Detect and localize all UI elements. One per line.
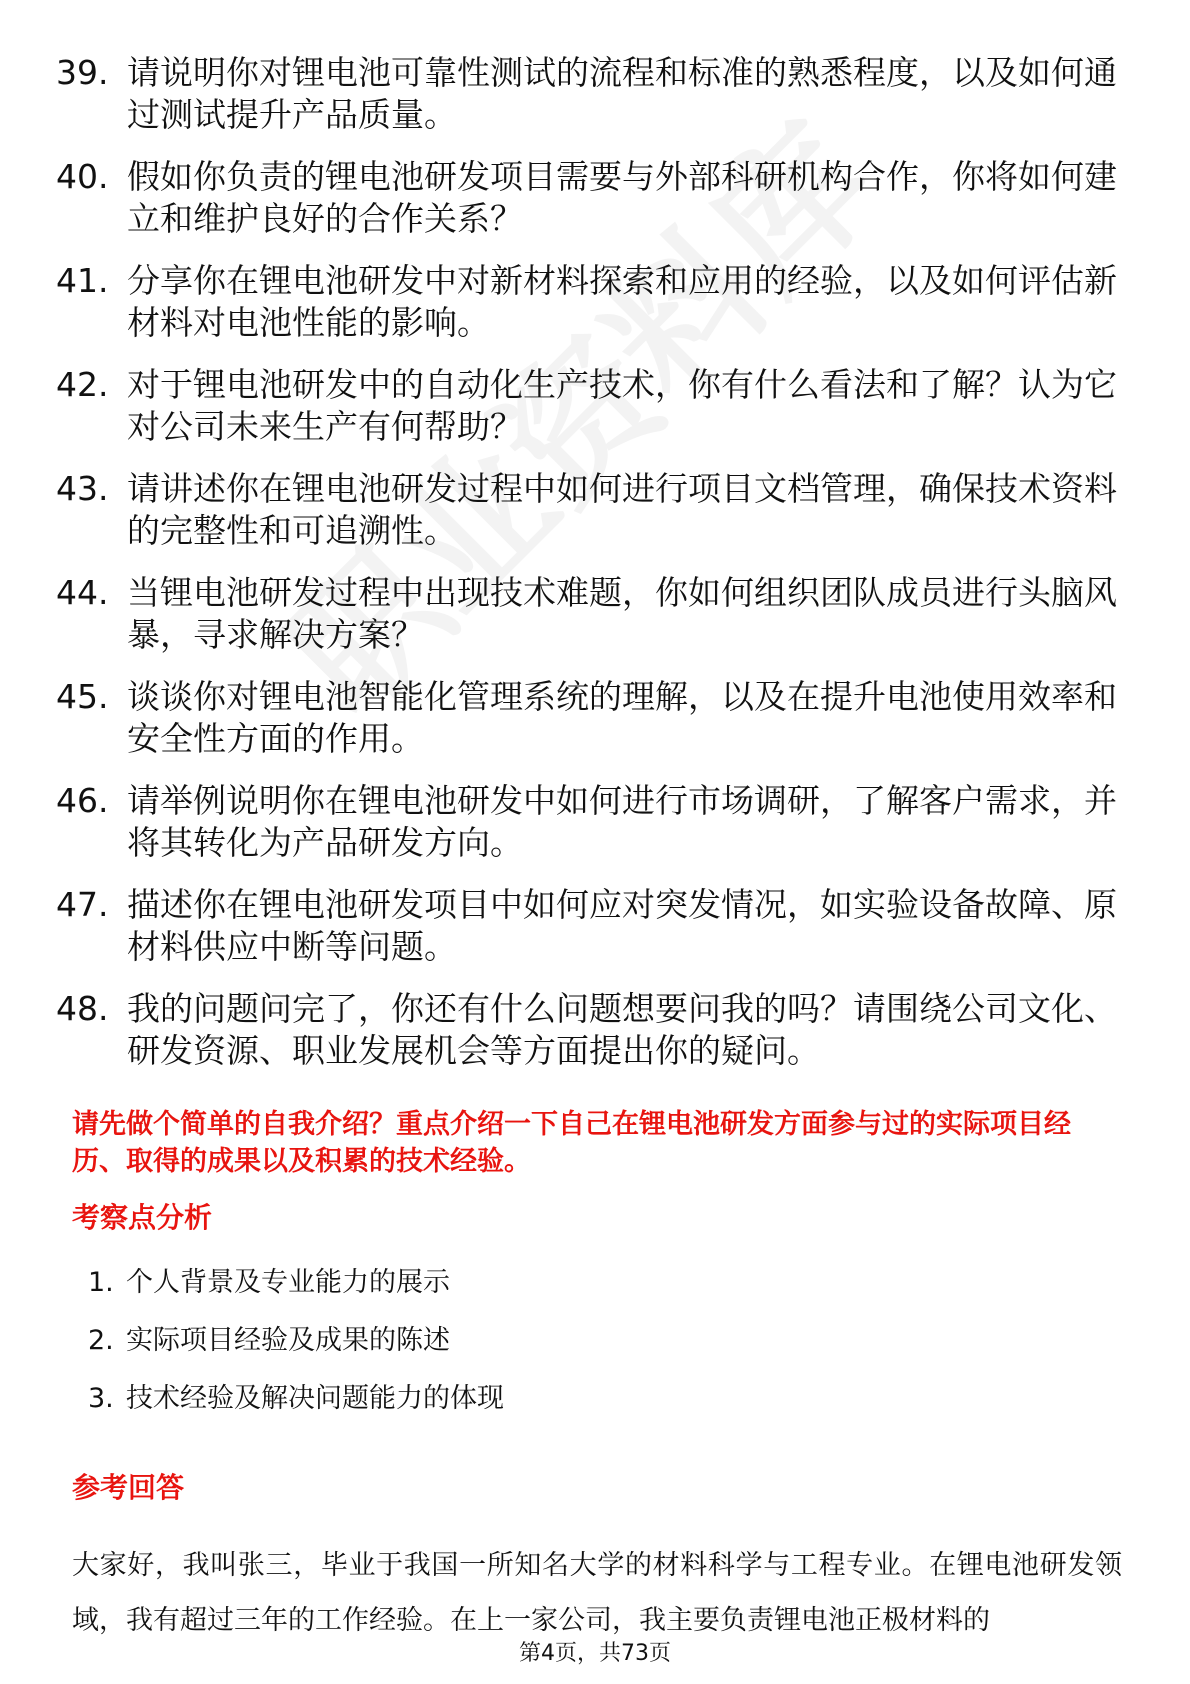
question-text: 我的问题问完了，你还有什么问题想要问我的吗？请围绕公司文化、研发资源、职业发展机会等方面提出你的疑问。 <box>127 989 1117 1070</box>
analysis-number: 2. <box>88 1325 114 1356</box>
question-number: 48. <box>56 989 109 1028</box>
question-list <box>0 52 1190 1092</box>
question-text: 当锂电池研发过程中出现技术难题，你如何组织团队成员进行头脑风暴，寻求解决方案？ <box>127 573 1117 654</box>
question-item <box>0 988 1190 1072</box>
question-item <box>0 52 1190 136</box>
analysis-number: 3. <box>88 1383 114 1414</box>
question-number: 42. <box>56 365 109 404</box>
question-text: 假如你负责的锂电池研发项目需要与外部科研机构合作，你将如何建立和维护良好的合作关系？ <box>127 157 1117 238</box>
question-text: 谈谈你对锂电池智能化管理系统的理解，以及在提升电池使用效率和安全性方面的作用。 <box>127 677 1117 758</box>
question-item <box>0 572 1190 656</box>
analysis-item <box>0 1322 1190 1380</box>
analysis-item <box>0 1264 1190 1322</box>
question-item <box>0 364 1190 448</box>
question-item <box>0 468 1190 552</box>
question-text: 分享你在锂电池研发中对新材料探索和应用的经验，以及如何评估新材料对电池性能的影响。 <box>127 261 1117 342</box>
reference-title: 参考回答 <box>72 1471 185 1504</box>
analysis-text: 实际项目经验及成果的陈述 <box>126 1325 450 1356</box>
question-number: 44. <box>56 573 109 612</box>
question-number: 41. <box>56 261 109 300</box>
highlight-question: 请先做个简单的自我介绍？重点介绍一下自己在锂电池研发方面参与过的实际项目经历、取得的成果以及积累的技术经验。 <box>72 1109 1071 1177</box>
analysis-list <box>0 1264 1190 1438</box>
question-number: 40. <box>56 157 109 196</box>
question-item <box>0 676 1190 760</box>
page-footer: 第4页，共73页 <box>519 1641 671 1666</box>
analysis-text: 技术经验及解决问题能力的体现 <box>126 1383 504 1414</box>
question-number: 47. <box>56 885 109 924</box>
question-number: 46. <box>56 781 109 820</box>
question-text: 请说明你对锂电池可靠性测试的流程和标准的熟悉程度，以及如何通过测试提升产品质量。 <box>127 53 1117 134</box>
question-item <box>0 780 1190 864</box>
question-text: 对于锂电池研发中的自动化生产技术，你有什么看法和了解？认为它对公司未来生产有何帮助？ <box>127 365 1117 446</box>
question-item <box>0 260 1190 344</box>
question-number: 39. <box>56 53 109 92</box>
analysis-number: 1. <box>88 1267 114 1298</box>
question-number: 45. <box>56 677 109 716</box>
question-item <box>0 884 1190 968</box>
reference-answer: 大家好，我叫张三，毕业于我国一所知名大学的材料科学与工程专业。在锂电池研发领域，我有超过三年的工作经验。在上一家公司，我主要负责锂电池正极材料的 <box>72 1550 1122 1636</box>
analysis-text: 个人背景及专业能力的展示 <box>126 1267 450 1298</box>
analysis-title: 考察点分析 <box>72 1201 213 1234</box>
analysis-item <box>0 1380 1190 1438</box>
question-number: 43. <box>56 469 109 508</box>
question-text: 请讲述你在锂电池研发过程中如何进行项目文档管理，确保技术资料的完整性和可追溯性。 <box>127 469 1117 550</box>
question-text: 请举例说明你在锂电池研发中如何进行市场调研，了解客户需求，并将其转化为产品研发方向。 <box>127 781 1117 862</box>
question-item <box>0 156 1190 240</box>
question-text: 描述你在锂电池研发项目中如何应对突发情况，如实验设备故障、原材料供应中断等问题。 <box>127 885 1117 966</box>
